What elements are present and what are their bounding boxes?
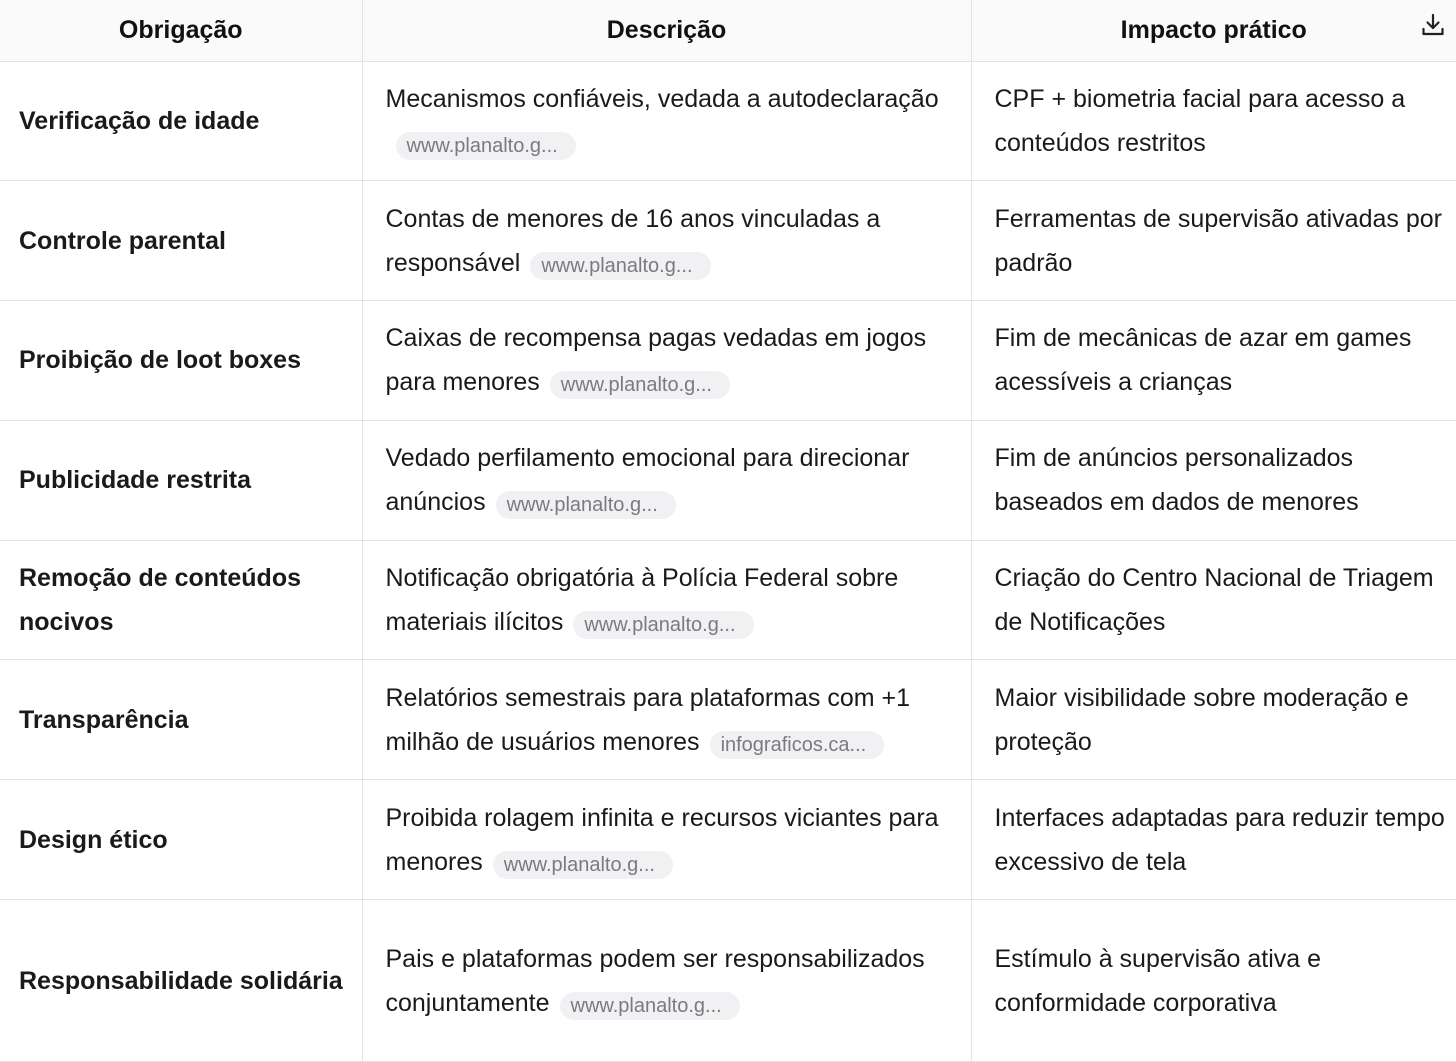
- table-row: [0, 61, 1456, 181]
- source-link[interactable]: www.planalto.g...: [560, 992, 740, 1020]
- impact-cell: Fim de mecânicas de azar em games acessíveis a crianças: [971, 301, 1456, 421]
- impact-cell: Maior visibilidade sobre moderação e proteção: [971, 660, 1456, 780]
- obligation-cell: Transparência: [0, 660, 362, 780]
- table-row: [0, 660, 1456, 780]
- description-text: Contas de menores de 16 anos vinculadas a responsável: [385, 204, 881, 277]
- header-description: Descrição: [362, 0, 971, 61]
- impact-cell: Criação do Centro Nacional de Triagem de Notificações: [971, 540, 1456, 660]
- description-cell: [362, 660, 971, 780]
- obligation-cell: Controle parental: [0, 181, 362, 301]
- description-text: Proibida rolagem infinita e recursos viciantes para menores: [385, 803, 939, 876]
- description-text: Mecanismos confiáveis, vedada a autodeclaração: [385, 84, 939, 113]
- description-cell: [362, 61, 971, 181]
- table-row: [0, 420, 1456, 540]
- description-text: Notificação obrigatória à Polícia Federal sobre materiais ilícitos: [385, 564, 899, 637]
- table-row: [0, 540, 1456, 660]
- table-body: [0, 61, 1456, 1062]
- source-link[interactable]: infograficos.ca...: [710, 731, 885, 759]
- description-text: Pais e plataformas podem ser responsabilizados conjuntamente: [385, 944, 925, 1017]
- description-cell: [362, 301, 971, 421]
- obligation-cell: Remoção de conteúdos nocivos: [0, 540, 362, 660]
- obligation-cell: Design ético: [0, 780, 362, 900]
- obligation-cell: Proibição de loot boxes: [0, 301, 362, 421]
- description-text: Caixas de recompensa pagas vedadas em jogos para menores: [385, 324, 927, 397]
- table-row: [0, 900, 1456, 1062]
- header-impact-label: Impacto prático: [1120, 15, 1307, 44]
- header-row: [0, 0, 1456, 61]
- table-row: [0, 780, 1456, 900]
- source-link[interactable]: www.planalto.g...: [493, 851, 673, 879]
- description-cell: [362, 780, 971, 900]
- header-impact: [971, 0, 1456, 61]
- table-row: [0, 181, 1456, 301]
- impact-cell: CPF + biometria facial para acesso a conteúdos restritos: [971, 61, 1456, 181]
- header-obligation: Obrigação: [0, 0, 362, 61]
- source-link[interactable]: www.planalto.g...: [396, 132, 576, 160]
- obligation-cell: Verificação de idade: [0, 61, 362, 181]
- source-link[interactable]: www.planalto.g...: [550, 371, 730, 399]
- description-cell: [362, 540, 971, 660]
- impact-cell: Interfaces adaptadas para reduzir tempo excessivo de tela: [971, 780, 1456, 900]
- description-cell: [362, 181, 971, 301]
- description-text: Relatórios semestrais para plataformas com +1 milhão de usuários menores: [385, 683, 911, 756]
- table-row: [0, 301, 1456, 421]
- impact-cell: Fim de anúncios personalizados baseados em dados de menores: [971, 420, 1456, 540]
- obligation-cell: Publicidade restrita: [0, 420, 362, 540]
- source-link[interactable]: www.planalto.g...: [573, 611, 753, 639]
- source-link[interactable]: www.planalto.g...: [496, 491, 676, 519]
- description-cell: [362, 420, 971, 540]
- table-header: [0, 0, 1456, 61]
- description-text: Vedado perfilamento emocional para direcionar anúncios: [385, 444, 910, 517]
- description-cell: [362, 900, 971, 1062]
- impact-cell: Estímulo à supervisão ativa e conformidade corporativa: [971, 900, 1456, 1062]
- source-link[interactable]: www.planalto.g...: [530, 252, 710, 280]
- obligation-cell: Responsabilidade solidária: [0, 900, 362, 1062]
- impact-cell: Ferramentas de supervisão ativadas por padrão: [971, 181, 1456, 301]
- download-icon[interactable]: [1420, 12, 1446, 38]
